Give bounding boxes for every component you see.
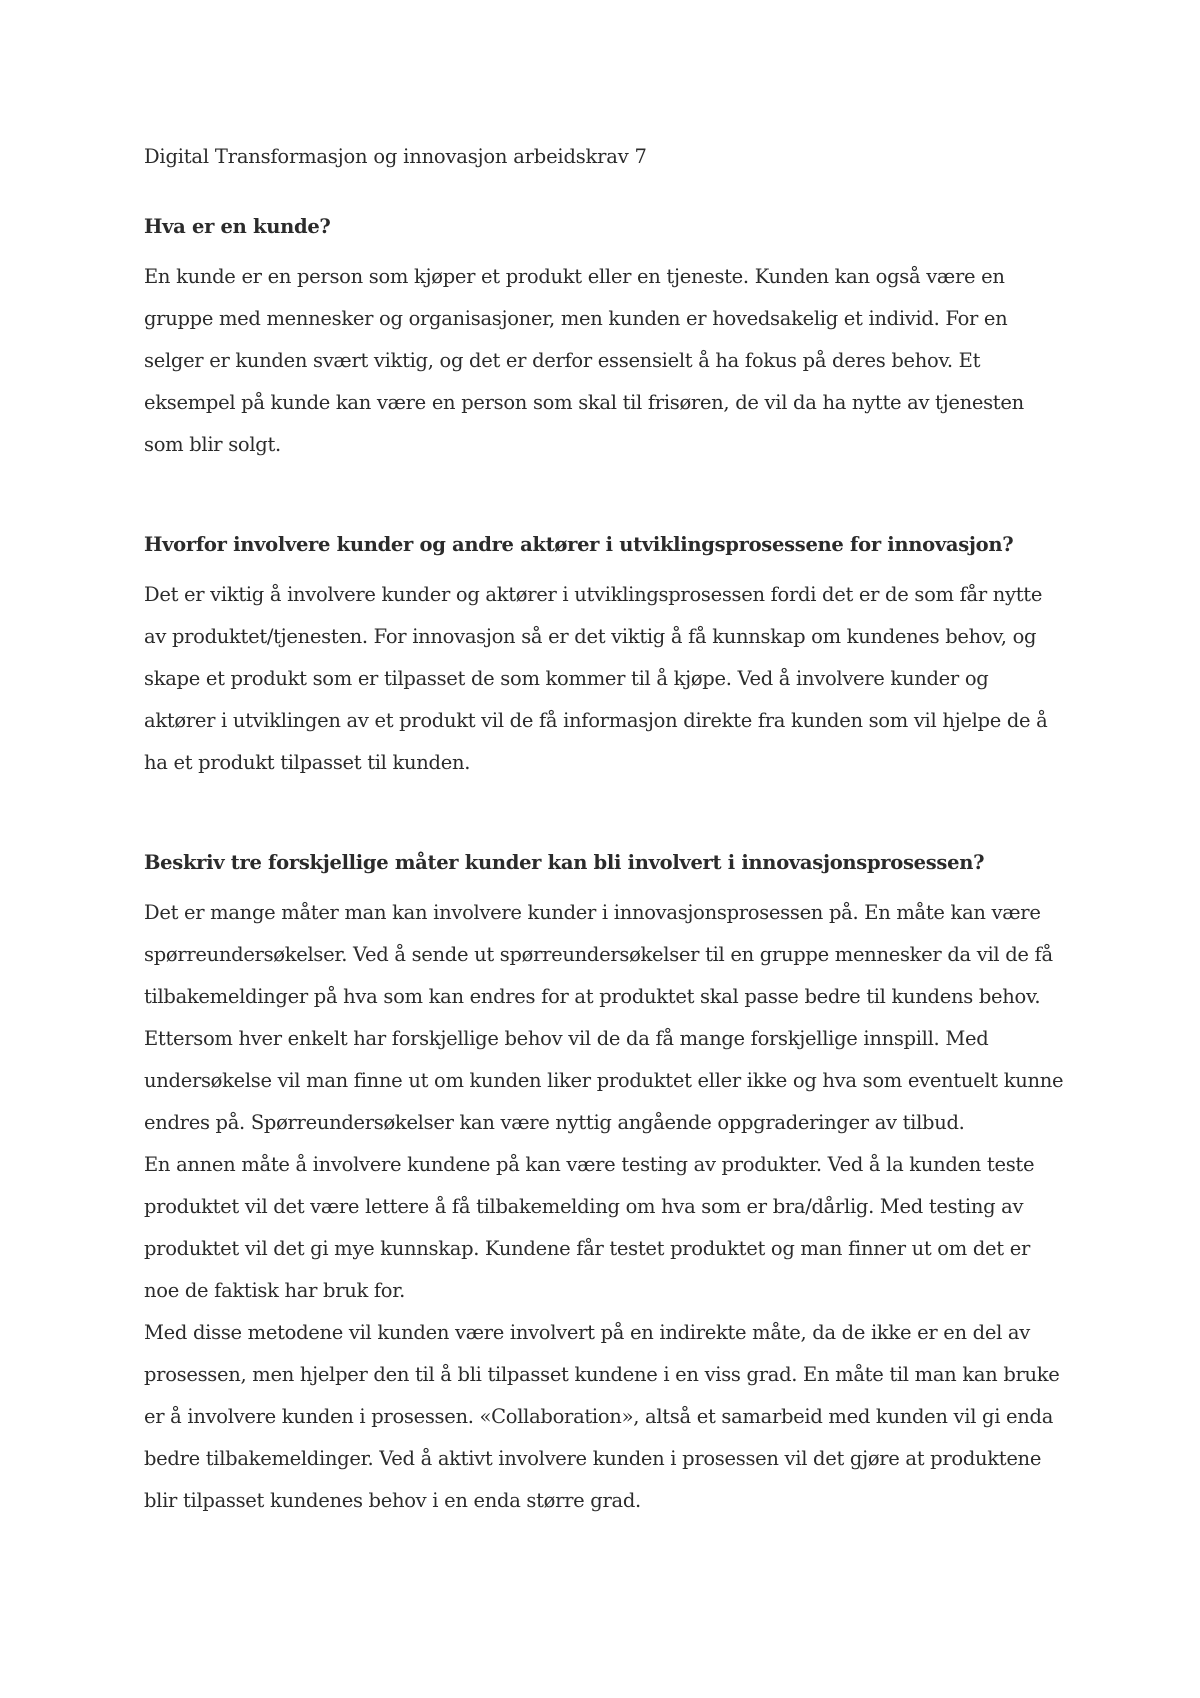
section-heading: Hva er en kunde? <box>144 215 331 238</box>
section-body <box>144 574 1064 784</box>
section-body <box>144 892 1064 1522</box>
document-title: Digital Transformasjon og innovasjon arbeidskrav 7 <box>144 145 647 168</box>
paragraph: En kunde er en person som kjøper et produkt eller en tjeneste. Kunden kan også være en gruppe med mennesker og organisasjoner, men kunden er hovedsakelig et individ. For en selger er kunden svært viktig, og det er derfor essensielt å ha fokus på deres behov. Et eksempel på kunde kan være en person som skal til frisøren, de vil da ha nytte av tjenesten som blir solgt. <box>144 265 1024 456</box>
section-three-ways <box>144 848 1064 1522</box>
section-why-involve <box>144 530 1064 784</box>
document-body <box>144 142 1064 1522</box>
section-heading: Hvorfor involvere kunder og andre aktører i utviklingsprosessene for innovasjon? <box>144 533 1014 556</box>
paragraph: Det er viktig å involvere kunder og aktører i utviklingsprosessen fordi det er de som får nytte av produktet/tjenesten. For innovasjon så er det viktig å få kunnskap om kundenes behov, og skape et produkt som er tilpasset de som kommer til å kjøpe. Ved å involvere kunder og aktører i utviklingen av et produkt vil de få informasjon direkte fra kunden som vil hjelpe de å ha et produkt tilpasset til kunden. <box>144 583 1048 774</box>
section-body <box>144 256 1064 466</box>
paragraph: Det er mange måter man kan involvere kunder i innovasjonsprosessen på. En måte kan være spørreundersøkelser. Ved å sende ut spørreundersøkelser til en gruppe mennesker da vil de få tilbakemeldinger på hva som kan endres for at produktet skal passe bedre til kundens behov. Ettersom hver enkelt har forskjellige behov vil de da få mange forskjellige innspill. Med undersøkelse vil man finne ut om kunden liker produktet eller ikke og hva som eventuelt kunne endres på. Spørreundersøkelser kan være nyttig angående oppgraderinger av tilbud. <box>144 901 1064 1134</box>
section-what-is-customer <box>144 212 1064 466</box>
paragraph: En annen måte å involvere kundene på kan være testing av produkter. Ved å la kunden teste produktet vil det være lettere å få tilbakemelding om hva som er bra/dårlig. Med testing av produktet vil det gi mye kunnskap. Kundene får testet produktet og man finner ut om det er noe de faktisk har bruk for. <box>144 1153 1035 1302</box>
section-heading: Beskriv tre forskjellige måter kunder kan bli involvert i innovasjonsprosessen? <box>144 851 985 874</box>
paragraph: Med disse metodene vil kunden være involvert på en indirekte måte, da de ikke er en del av prosessen, men hjelper den til å bli tilpasset kundene i en viss grad. En måte til man kan bruke er å involvere kunden i prosessen. «Collaboration», altså et samarbeid med kunden vil gi enda bedre tilbakemeldinger. Ved å aktivt involvere kunden i prosessen vil det gjøre at produktene blir tilpasset kundenes behov i en enda større grad. <box>144 1321 1060 1512</box>
